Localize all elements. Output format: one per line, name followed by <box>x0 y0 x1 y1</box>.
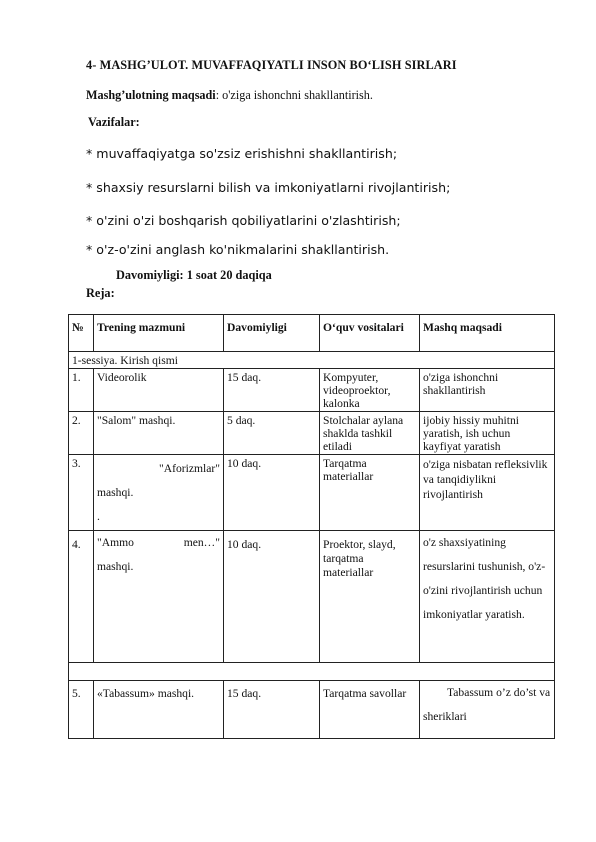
row-tools: Stolchalar aylana shaklda tashkil etiladi <box>320 412 420 455</box>
row-goal: Tabassum o’z do’st va sheriklari <box>420 681 555 739</box>
row-goal: o'ziga nisbatan refleksivlik va tanqidiylikni rivojlantirish <box>420 455 555 531</box>
table-row <box>69 681 555 739</box>
col-header-duration: Davomiyligi <box>224 315 320 352</box>
row-goal: o'z shaxsiyatining resurslarini tushunish, o'z-o'zini rivojlantirish uchun imkoniyatlar yaratish. <box>420 531 555 663</box>
row-number: 5. <box>69 681 94 739</box>
col-header-tools: O‘quv vositalari <box>320 315 420 352</box>
row-goal: ijobiy hissiy muhitni yaratish, ish uchun kayfiyat yaratish <box>420 412 555 455</box>
row-duration: 10 daq. <box>224 531 320 663</box>
lesson-goal <box>86 88 373 103</box>
row-tools: Kompyuter, videoproektor, kalonka <box>320 369 420 412</box>
row-number: 3. <box>69 455 94 531</box>
row-number: 2. <box>69 412 94 455</box>
lesson-title: 4- MASHG’ULOT. MUVAFFAQIYATLI INSON BO‘LISH SIRLARI <box>86 58 457 72</box>
row-duration: 15 daq. <box>224 369 320 412</box>
lesson-duration: Davomiyligi: 1 soat 20 daqiqa <box>116 268 272 282</box>
task-item: * o'z-o'zini anglash ko'nikmalarini shakllantirish. <box>86 242 390 257</box>
row-content-line: Videorolik <box>97 371 147 384</box>
table-row <box>69 369 555 412</box>
row-content <box>94 369 224 412</box>
session-row <box>69 352 555 369</box>
table-row <box>69 455 555 531</box>
row-content-line: «Tabassum» mashqi. <box>97 687 195 700</box>
plan-table <box>68 314 555 739</box>
session-title: 1-sessiya. Kirish qismi <box>69 352 555 369</box>
row-content-line: "Salom" mashqi. <box>97 414 176 427</box>
col-header-content: Trening mazmuni <box>94 315 224 352</box>
table-row <box>69 412 555 455</box>
row-number: 1. <box>69 369 94 412</box>
row-content-line: mashqi. <box>97 560 134 573</box>
row-duration: 15 daq. <box>224 681 320 739</box>
row-content <box>94 455 224 531</box>
table-header-row <box>69 315 555 352</box>
row-content <box>94 412 224 455</box>
row-duration: 5 daq. <box>224 412 320 455</box>
row-tools: Tarqatma savollar <box>320 681 420 739</box>
row-content-line: mashqi. <box>97 486 134 499</box>
spacer-cell <box>69 663 555 681</box>
col-header-goal: Mashq maqsadi <box>420 315 555 352</box>
task-item: * shaxsiy resurslarni bilish va imkoniyatlarni rivojlantirish; <box>86 180 451 195</box>
row-content <box>94 531 224 663</box>
row-tools: Tarqatma materiallar <box>320 455 420 531</box>
col-header-number: № <box>69 315 94 352</box>
row-content <box>94 681 224 739</box>
row-number: 4. <box>69 531 94 663</box>
spacer-row <box>69 663 555 681</box>
row-content-line: "Aforizmlar" <box>159 462 220 475</box>
lesson-goal-text: : o'ziga ishonchni shakllantirish. <box>215 88 373 102</box>
row-content-line: . <box>97 510 100 523</box>
row-tools: Proektor, slayd, tarqatma materiallar <box>320 531 420 663</box>
lesson-goal-label: Mashg’ulotning maqsadi <box>86 88 216 102</box>
row-duration: 10 daq. <box>224 455 320 531</box>
tasks-heading: Vazifalar: <box>88 115 140 129</box>
row-goal: o'ziga ishonchni shakllantirish <box>420 369 555 412</box>
plan-label: Reja: <box>86 286 115 300</box>
table-row <box>69 531 555 663</box>
task-item: * o'zini o'zi boshqarish qobiliyatlarini o'zlashtirish; <box>86 213 401 228</box>
row-content-line: "Ammo men…" <box>97 536 220 549</box>
task-item: * muvaffaqiyatga so'zsiz erishishni shakllantirish; <box>86 146 398 161</box>
